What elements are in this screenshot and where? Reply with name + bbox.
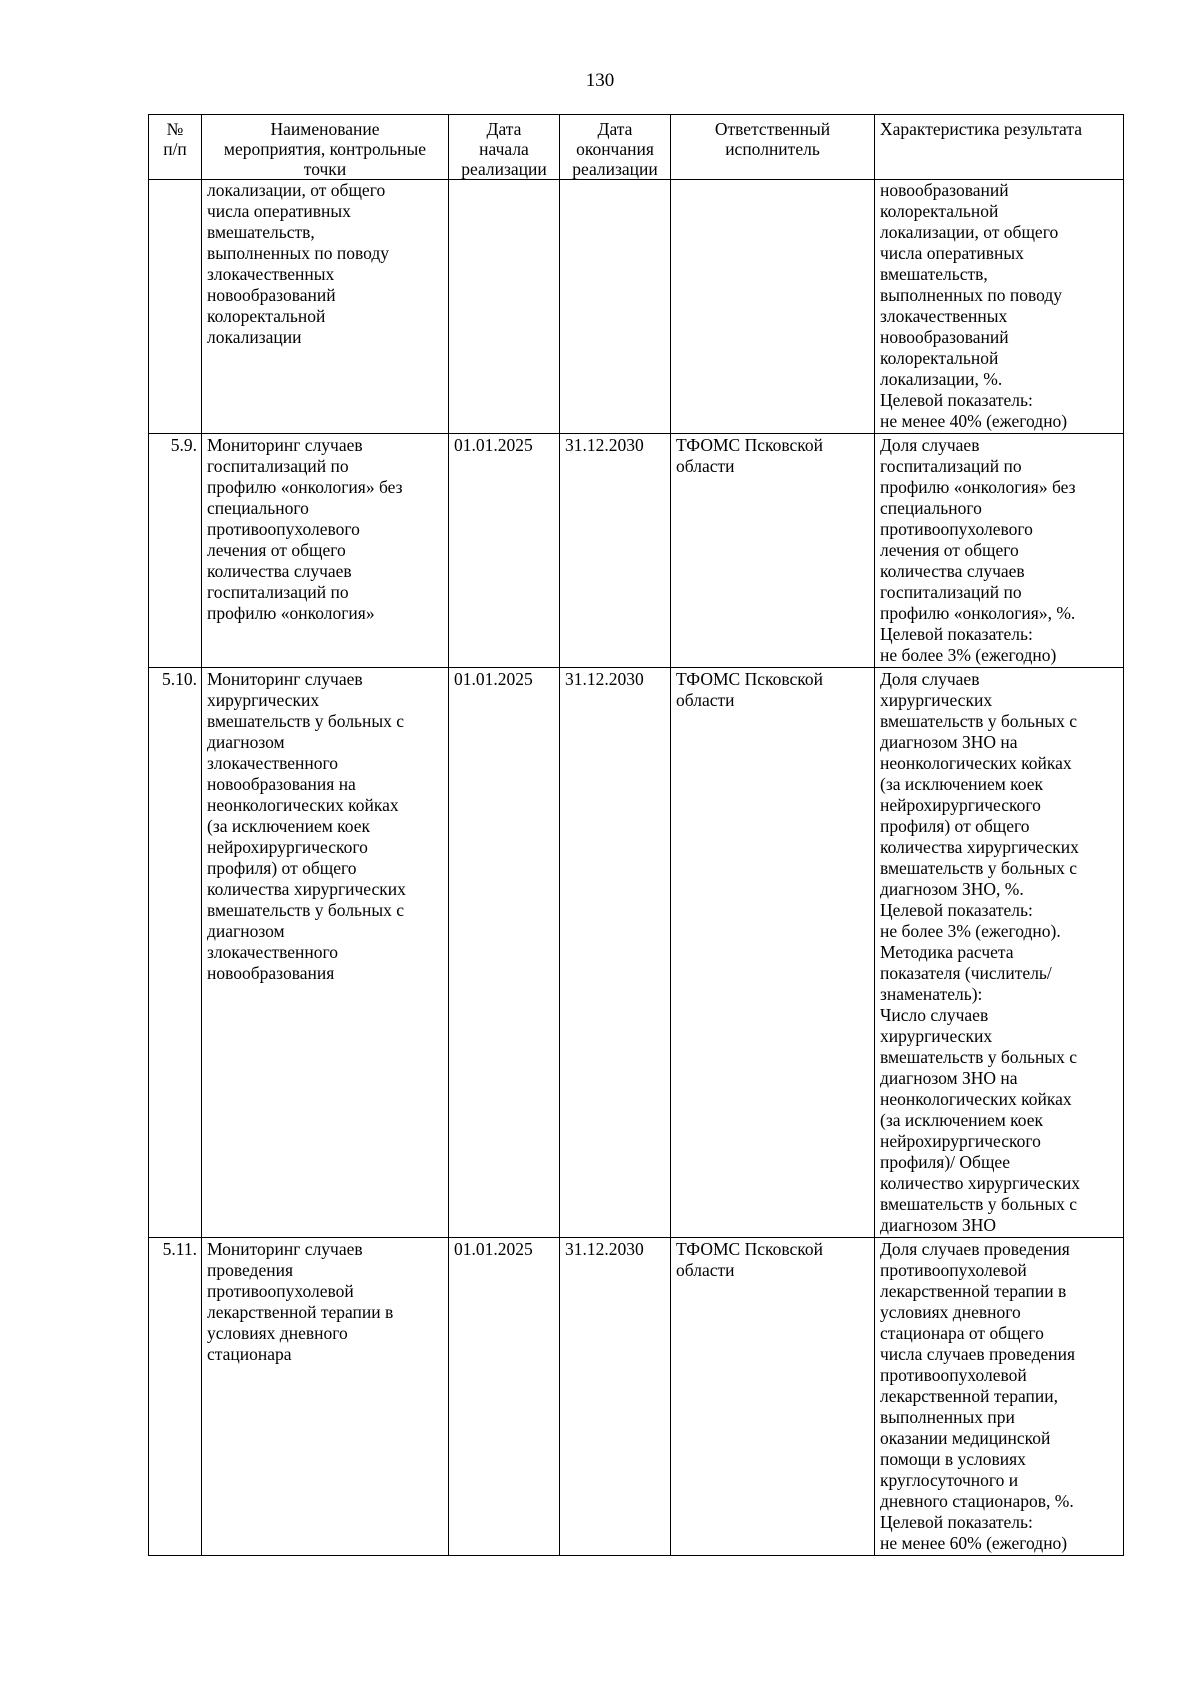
header-number: № п/п — [149, 115, 202, 180]
header-start-date: Дата начала реализации — [449, 115, 560, 180]
cell-start-date: 01.01.2025 — [449, 434, 560, 668]
header-activity-name: Наименование мероприятия, контрольные точки — [202, 115, 449, 180]
cell-end-date: 31.12.2030 — [560, 434, 671, 668]
cell-number: 5.10. — [149, 668, 202, 1238]
cell-activity-name: Мониторинг случаев хирургических вмешательств у больных с диагнозом злокачественного новообразования на неонкологических койках (за исключением коек нейрохирургического профиля) от общего количества хирургических вмешательств у больных с диагнозом злокачественного новообразования — [202, 668, 449, 1238]
activities-table — [148, 114, 1124, 1556]
page-number: 130 — [585, 70, 615, 91]
cell-end-date: 31.12.2030 — [560, 668, 671, 1238]
header-result: Характеристика результата — [875, 115, 1124, 180]
header-end-date: Дата окончания реализации — [560, 115, 671, 180]
table-header-row — [149, 115, 1124, 180]
cell-executor — [671, 180, 875, 434]
cell-number — [149, 180, 202, 434]
cell-number: 5.11. — [149, 1238, 202, 1556]
cell-start-date: 01.01.2025 — [449, 1238, 560, 1556]
cell-end-date: 31.12.2030 — [560, 1238, 671, 1556]
cell-activity-name: Мониторинг случаев проведения противоопухолевой лекарственной терапии в условиях дневного стационара — [202, 1238, 449, 1556]
cell-result: новообразований колоректальной локализации, от общего числа оперативных вмешательств, выполненных по поводу злокачественных новообразований колоректальной локализации, %. Целевой показатель: не менее 40% (ежегодно) — [875, 180, 1124, 434]
cell-result: Доля случаев госпитализаций по профилю «онкология» без специального противоопухолевого лечения от общего количества случаев госпитализаций по профилю «онкология», %. Целевой показатель: не более 3% (ежегодно) — [875, 434, 1124, 668]
cell-number: 5.9. — [149, 434, 202, 668]
table-row — [149, 180, 1124, 434]
table-row — [149, 668, 1124, 1238]
cell-result: Доля случаев хирургических вмешательств у больных с диагнозом ЗНО на неонкологических койках (за исключением коек нейрохирургического профиля) от общего количества хирургических вмешательств у больных с диагнозом ЗНО, %. Целевой показатель: не более 3% (ежегодно). Методика расчета показателя (числитель/ знаменатель): Число случаев хирургических вмешательств у больных с диагнозом ЗНО на неонкологических койках (за исключением коек нейрохирургического профиля)/ Общее количество хирургических вмешательств у больных с диагнозом ЗНО — [875, 668, 1124, 1238]
cell-activity-name: Мониторинг случаев госпитализаций по профилю «онкология» без специального противоопухолевого лечения от общего количества случаев госпитализаций по профилю «онкология» — [202, 434, 449, 668]
cell-result: Доля случаев проведения противоопухолевой лекарственной терапии в условиях дневного стационара от общего числа случаев проведения противоопухолевой лекарственной терапии, выполненных при оказании медицинской помощи в условиях круглосуточного и дневного стационаров, %. Целевой показатель: не менее 60% (ежегодно) — [875, 1238, 1124, 1556]
cell-executor: ТФОМС Псковской области — [671, 668, 875, 1238]
cell-start-date: 01.01.2025 — [449, 668, 560, 1238]
cell-activity-name: локализации, от общего числа оперативных вмешательств, выполненных по поводу злокачественных новообразований колоректальной локализации — [202, 180, 449, 434]
table-row — [149, 434, 1124, 668]
table-row — [149, 1238, 1124, 1556]
header-executor: Ответственный исполнитель — [671, 115, 875, 180]
cell-executor: ТФОМС Псковской области — [671, 434, 875, 668]
cell-start-date — [449, 180, 560, 434]
cell-end-date — [560, 180, 671, 434]
cell-executor: ТФОМС Псковской области — [671, 1238, 875, 1556]
